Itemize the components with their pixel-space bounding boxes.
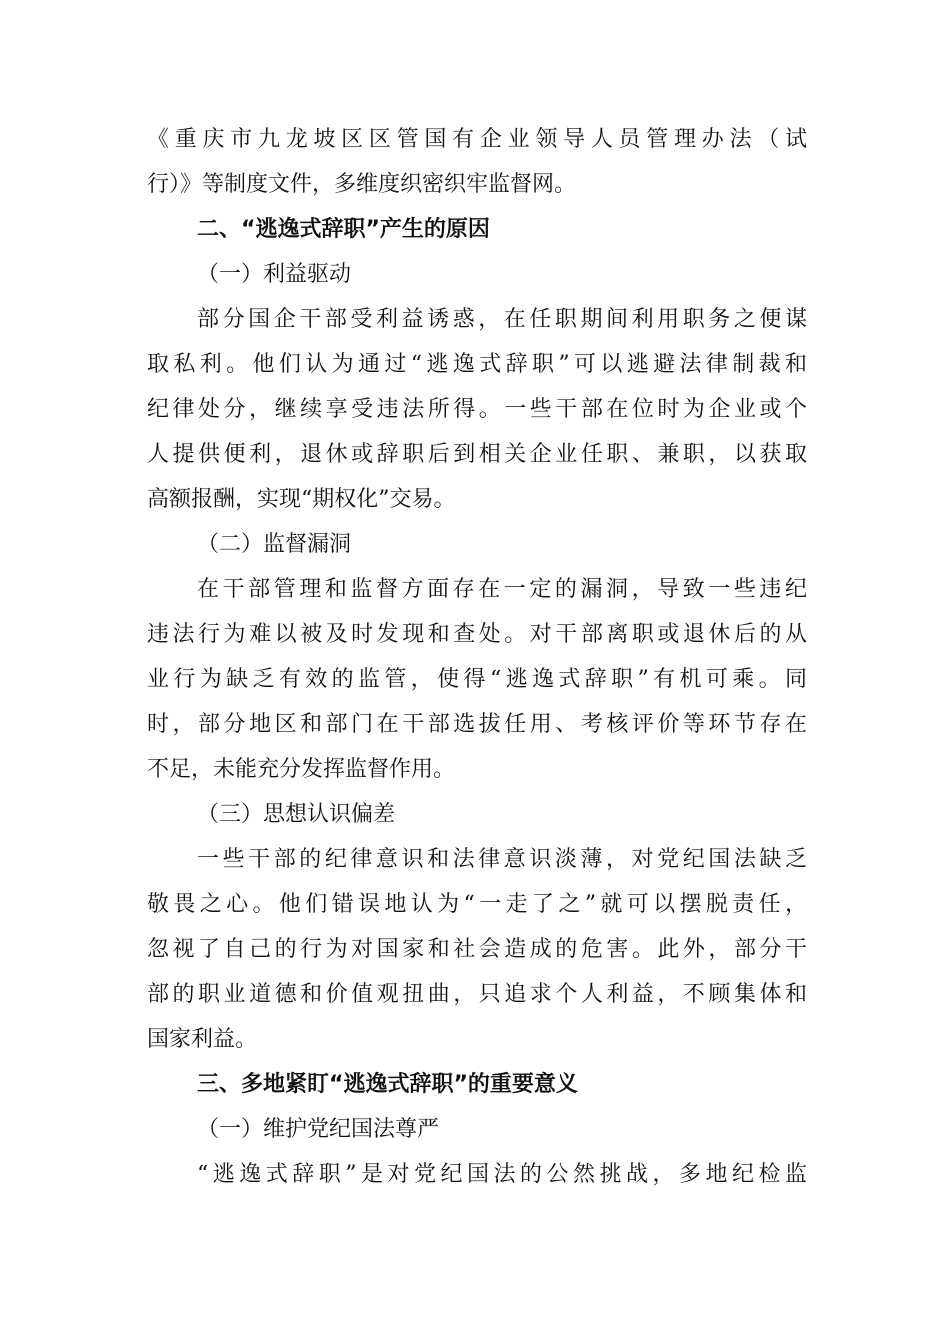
section-heading: 二、“逃逸式辞职”产生的原因 bbox=[197, 217, 490, 242]
body-text-line: 业行为缺乏有效的监管，使得“逃逸式辞职”有机可乘。同 bbox=[147, 667, 807, 692]
subsection-heading: （二）监督漏洞 bbox=[197, 532, 352, 557]
body-text-line: 不足，未能充分发挥监督作用。 bbox=[147, 757, 456, 782]
body-text-line: 取私利。他们认为通过“逃逸式辞职”可以逃避法律制裁和 bbox=[147, 352, 807, 377]
body-text-line: 一些干部的纪律意识和法律意识淡薄，对党纪国法缺乏 bbox=[197, 847, 807, 872]
body-text-line: 国家利益。 bbox=[147, 1027, 258, 1052]
body-text-line: 敬畏之心。他们错误地认为“一走了之”就可以摆脱责任， bbox=[147, 892, 807, 917]
body-text-line: “逃逸式辞职”是对党纪国法的公然挑战，多地纪检监 bbox=[197, 1162, 807, 1187]
body-text-line: 违法行为难以被及时发现和查处。对干部离职或退休后的从 bbox=[147, 622, 807, 647]
body-text-line: 《重庆市九龙坡区区管国有企业领导人员管理办法（试 bbox=[147, 127, 807, 152]
subsection-heading: （一）利益驱动 bbox=[197, 262, 352, 287]
body-text-line: 部分国企干部受利益诱惑，在任职期间利用职务之便谋 bbox=[197, 307, 807, 332]
section-heading: 三、多地紧盯“逃逸式辞职”的重要意义 bbox=[197, 1072, 578, 1097]
body-text-line: 忽视了自己的行为对国家和社会造成的危害。此外，部分干 bbox=[147, 937, 807, 962]
body-text-line: 人提供便利，退休或辞职后到相关企业任职、兼职，以获取 bbox=[147, 442, 807, 467]
body-text-line: 高额报酬，实现“期权化”交易。 bbox=[147, 487, 456, 512]
body-text-line: 在干部管理和监督方面存在一定的漏洞，导致一些违纪 bbox=[197, 577, 807, 602]
body-text-line: 部的职业道德和价值观扭曲，只追求个人利益，不顾集体和 bbox=[147, 982, 807, 1007]
subsection-heading: （三）思想认识偏差 bbox=[197, 802, 396, 827]
body-text-line: 纪律处分，继续享受违法所得。一些干部在位时为企业或个 bbox=[147, 397, 807, 422]
subsection-heading: （一）维护党纪国法尊严 bbox=[197, 1117, 440, 1142]
body-text-line: 时，部分地区和部门在干部选拔任用、考核评价等环节存在 bbox=[147, 712, 807, 737]
body-text-line: 行）》等制度文件，多维度织密织牢监督网。 bbox=[147, 172, 577, 197]
